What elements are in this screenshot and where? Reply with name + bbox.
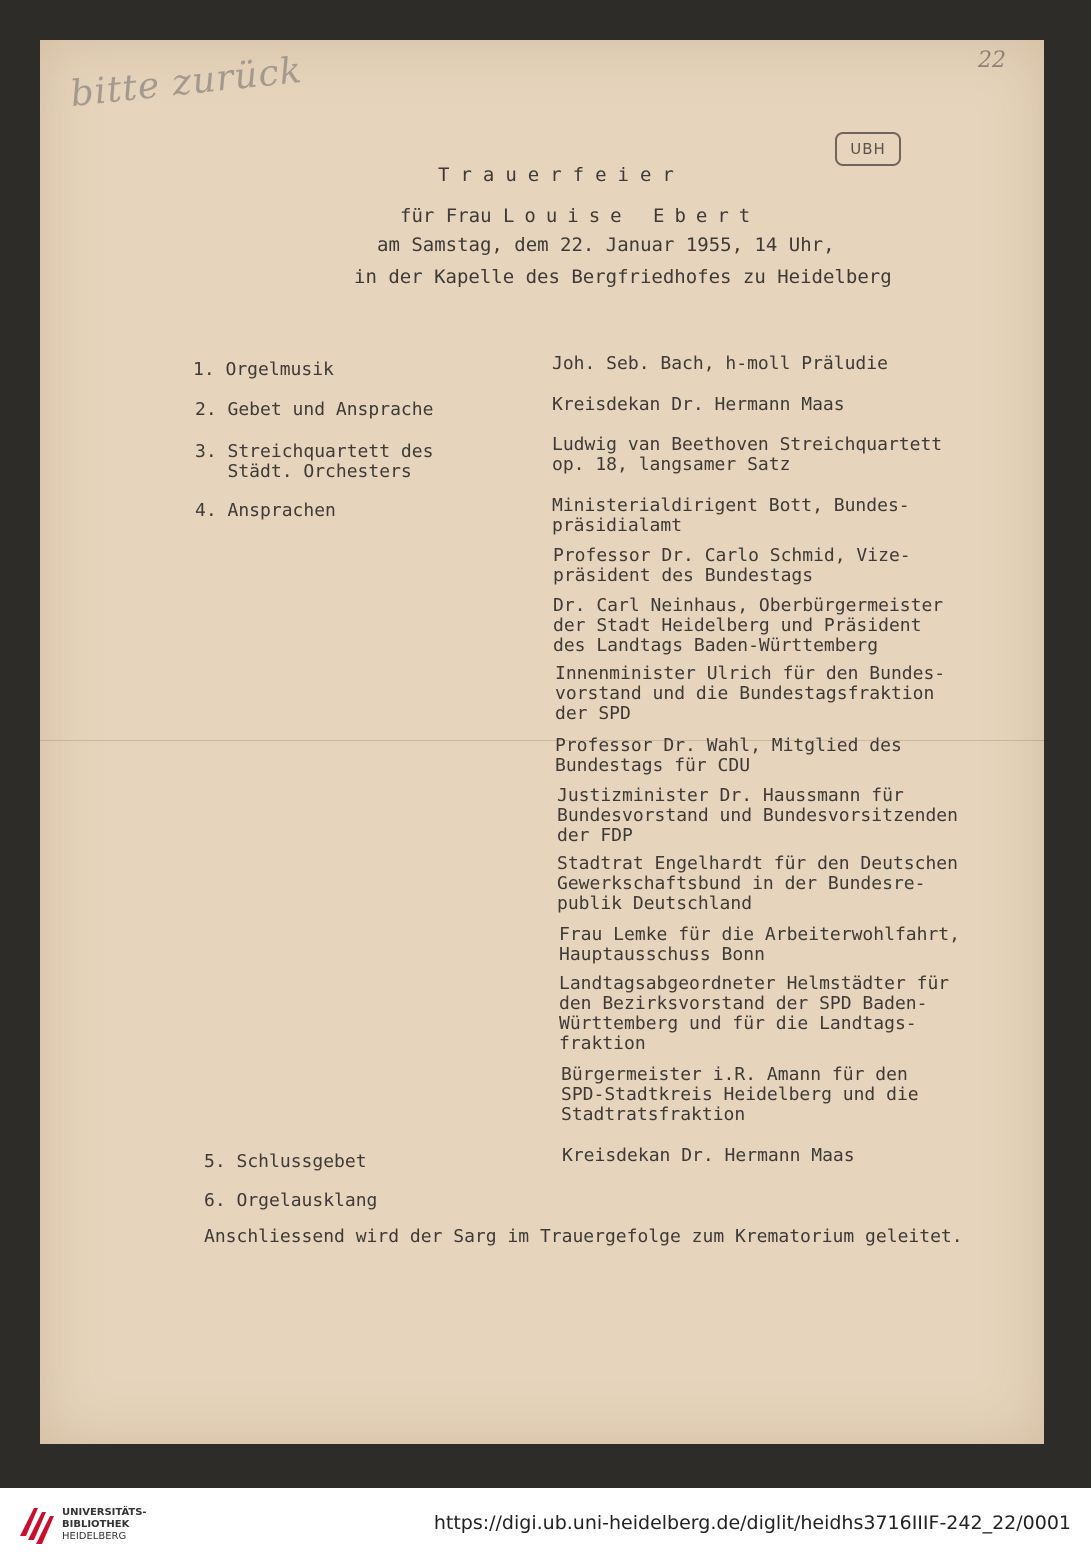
speaker-entry-2: Dr. Carl Neinhaus, Oberbürgermeister der Stadt Heidelberg und Präsident des Landtags Baden-Württemberg	[553, 595, 944, 656]
speaker-entry-4: Professor Dr. Wahl, Mitglied des Bundestags für CDU	[555, 735, 902, 776]
speaker-entry-3: Innenminister Ulrich für den Bundes- vorstand und die Bundestagsfraktion der SPD	[555, 663, 946, 724]
permalink-url[interactable]: https://digi.ub.uni-heidelberg.de/diglit/heidhs3716IIIF-242_22/0001	[433, 1512, 1071, 1534]
handwritten-note: bitte zurück	[68, 49, 305, 116]
program-item-1-label: 1. Orgelmusik	[193, 359, 334, 380]
program-item-2-label: 2. Gebet und Ansprache	[195, 399, 434, 420]
final-paragraph: Anschliessend wird der Sarg im Trauergefolge zum Krematorium geleitet.	[204, 1226, 963, 1247]
program-item-5-label: 5. Schlussgebet	[204, 1151, 367, 1172]
page-number: 22	[978, 48, 1006, 73]
subtitle-line	[400, 205, 760, 227]
subtitle-prefix: für Frau	[400, 205, 492, 227]
logo-line-3: HEIDELBERG	[62, 1531, 127, 1542]
program-item-5-text: Kreisdekan Dr. Hermann Maas	[562, 1145, 855, 1166]
footer-bar	[0, 1488, 1091, 1566]
logo-line-2: BIBLIOTHEK	[62, 1519, 130, 1530]
library-stamp: UBH	[835, 132, 901, 166]
speaker-entry-9: Bürgermeister i.R. Amann für den SPD-Stadtkreis Heidelberg und die Stadtratsfraktion	[561, 1064, 919, 1125]
speaker-entry-5: Justizminister Dr. Haussmann für Bundesvorstand und Bundesvorsitzenden der FDP	[557, 785, 958, 846]
program-item-4-label: 4. Ansprachen	[195, 500, 336, 521]
document-page	[40, 40, 1044, 1444]
date-line: am Samstag, dem 22. Januar 1955, 14 Uhr,	[377, 234, 835, 256]
speaker-entry-1: Professor Dr. Carlo Schmid, Vize- präsident des Bundestags	[553, 545, 911, 586]
library-logo-text	[62, 1507, 147, 1543]
speaker-entry-7: Frau Lemke für die Arbeiterwohlfahrt, Hauptausschuss Bonn	[559, 924, 960, 965]
library-logo-icon	[16, 1500, 56, 1550]
program-item-4-text: Ministerialdirigent Bott, Bundes- präsidialamt	[552, 495, 910, 536]
speaker-entry-8: Landtagsabgeordneter Helmstädter für den Bezirksvorstand der SPD Baden- Württemberg und für die Landtags- fraktion	[559, 973, 950, 1054]
program-item-3-label: 3. Streichquartett des Städt. Orchesters	[195, 441, 434, 482]
speaker-entry-6: Stadtrat Engelhardt für den Deutschen Gewerkschaftsbund in der Bundesre- publik Deutschland	[557, 853, 958, 914]
program-item-3-text: Ludwig van Beethoven Streichquartett op. 18, langsamer Satz	[552, 434, 943, 475]
subtitle-name: Louise Ebert	[502, 205, 761, 227]
program-item-1-text: Joh. Seb. Bach, h-moll Präludie	[552, 353, 888, 374]
document-title: Trauerfeier	[438, 164, 685, 186]
program-item-2-text: Kreisdekan Dr. Hermann Maas	[552, 394, 845, 415]
place-line: in der Kapelle des Bergfriedhofes zu Heidelberg	[354, 266, 892, 288]
logo-line-1: UNIVERSITÄTS-	[62, 1507, 147, 1518]
program-item-6-label: 6. Orgelausklang	[204, 1190, 378, 1211]
